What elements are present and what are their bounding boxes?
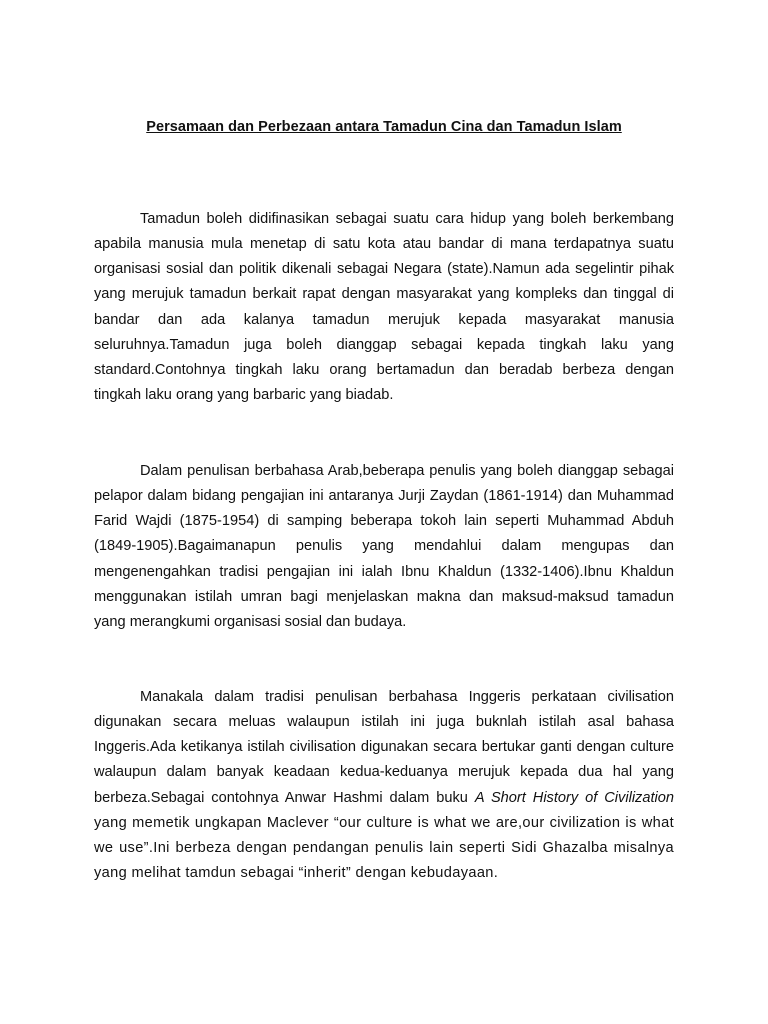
paragraph-2: Dalam penulisan berbahasa Arab,beberapa penulis yang boleh dianggap sebagai pelapor dalam bidang pengajian ini antaranya Jurji Zaydan (1861-1914) dan Muhammad Farid Wajdi (1875-1954) di samping beberapa tokoh lain seperti Muhammad Abduh (1849-1905).Bagaimanapun penulis yang mendahlui dalam mengupas dan mengenengahkan tradisi pengajian ini ialah Ibnu Khaldun (1332-1406).Ibnu Khaldun menggunakan istilah umran bagi menjelaskan makna dan maksud-maksud tamadun yang merangkumi organisasi sosial dan budaya. [94, 463, 674, 630]
document-title: Persamaan dan Perbezaan antara Tamadun Cina dan Tamadun Islam [146, 119, 622, 135]
paragraph-3-quote: yang memetik ungkapan Maclever “our culture is what we are,our civilization is what we use”.Ini berbeza dengan pendangan penulis lain seperti Sidi Ghazalba misalnya yang melihat tamdun sebagai “inherit” dengan kebudayaan. [94, 814, 674, 882]
paragraph-3 [94, 685, 674, 886]
book-title: A Short History of Civilization [474, 789, 674, 806]
paragraph-1: Tamadun boleh didifinasikan sebagai suatu cara hidup yang boleh berkembang apabila manusia mula menetap di satu kota atau bandar di mana terdapatnya suatu organisasi sosial dan politik dikenali sebagai Negara (state).Namun ada segelintir pihak yang merujuk tamadun berkait rapat dengan masyarakat yang kompleks dan tinggal di bandar dan ada kalanya tamadun merujuk kepada masyarakat manusia seluruhnya.Tamadun juga boleh dianggap sebagai kepada tingkah laku yang standard.Contohnya tingkah laku orang bertamadun dan beradab berbeza dengan tingkah laku orang yang barbaric yang biadab. [94, 211, 674, 404]
paragraph-3-text: Manakala dalam tradisi penulisan berbahasa Inggeris perkataan civilisation digunakan secara meluas walaupun istilah ini juga buknlah istilah asal bahasa Inggeris.Ada ketikanya istilah civilisation digunakan secara bertukar ganti dengan culture walaupun dalam banyak keadaan kedua-keduanya merujuk kepada dua hal yang berbeza.Sebagai contohnya Anwar Hashmi dalam buku [94, 689, 674, 806]
